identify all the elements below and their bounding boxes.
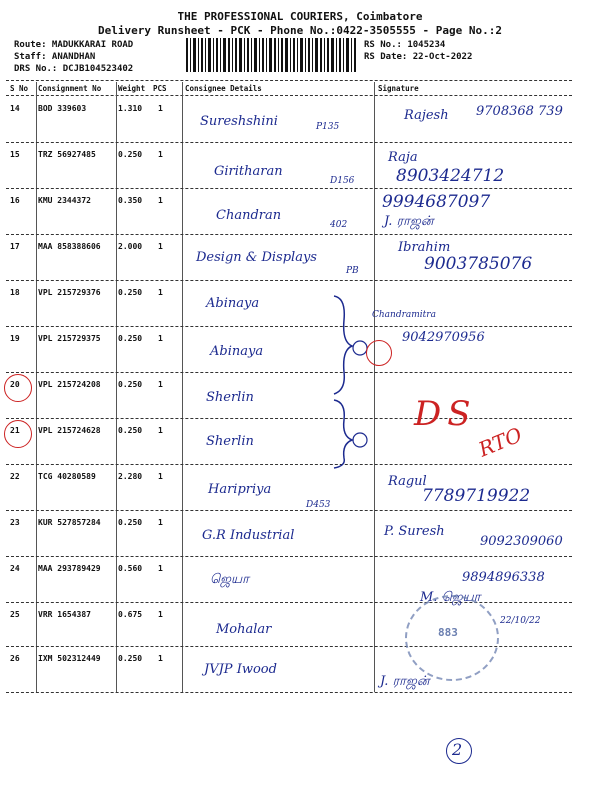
signature-phone: 8903424712 [396,166,505,186]
row-sno: 26 [10,654,20,663]
staff-label: Staff: ANANDHAN [14,52,96,62]
row-sno: 17 [10,242,20,251]
row-consignment-no: MAA 293789429 [38,564,101,573]
runsheet-subtitle: Delivery Runsheet - PCK - Phone No.:0422-3505555 - Page No.:2 [98,24,502,37]
row-sno: 25 [10,610,20,619]
row-pcs: 1 [158,242,163,251]
row-weight: 0.250 [118,380,143,389]
row-pcs: 1 [158,380,163,389]
signature-phone: 9003785076 [424,254,533,274]
col-divider [374,82,375,692]
row-sno: 21 [10,426,20,435]
col-header-signature: Signature [378,84,419,93]
grouping-brace-marks [330,290,370,470]
row-rule [6,464,572,465]
consignee-name: Mohalar [216,622,272,637]
row-rule [6,142,572,143]
row-weight: 0.250 [118,334,143,343]
col-divider [182,82,183,692]
consignee-name: JVJP Iwood [204,662,277,677]
drs-number: DRS No.: DCJB104523402 [14,64,134,74]
table-header-rule [6,95,572,96]
table-top-rule [6,80,572,81]
row-sno: 22 [10,472,20,481]
consignee-name: Sureshshini [200,114,278,129]
consignee-name: Giritharan [214,164,283,179]
row-consignment-no: BOD 339603 [38,104,87,113]
consignee-note: D453 [306,500,331,510]
row-consignment-no: VPL 215724628 [38,426,101,435]
signature-text: Ragul [388,474,427,489]
barcode-image [186,38,356,72]
consignee-name: Design & Displays [196,250,317,265]
runsheet-title: THE PROFESSIONAL COURIERS, Coimbatore [177,10,423,23]
row-pcs: 1 [158,196,163,205]
col-header-sno: S No [10,84,29,93]
row-sno: 24 [10,564,20,573]
rs-number: RS No.: 1045234 [364,40,446,50]
row-consignment-no: VPL 215724208 [38,380,101,389]
signature-text: Raja [388,150,418,165]
col-divider [116,82,117,692]
row-rule [6,602,572,603]
col-header-consignment: Consignment No [38,84,102,93]
row-consignment-no: VPL 215729375 [38,334,101,343]
row-consignment-no: KUR 527857284 [38,518,101,527]
row-weight: 0.250 [118,426,143,435]
row-rule [6,372,572,373]
red-circle-mark [4,420,32,448]
consignee-name: Abinaya [206,296,260,311]
row-weight: 0.675 [118,610,143,619]
signature-phone: 9092309060 [480,534,563,549]
consignee-name: G.R Industrial [202,528,295,543]
red-ds-annotation: DS [414,394,477,434]
signature-text: J. ராஜன் [380,674,430,689]
consignee-note: P135 [316,122,340,132]
row-pcs: 1 [158,518,163,527]
row-sno: 16 [10,196,20,205]
row-pcs: 1 [158,334,163,343]
red-circle-mark [366,340,392,366]
consignee-name: Haripriya [208,482,272,497]
signature-phone: 9994687097 [382,192,491,212]
row-sno: 20 [10,380,20,389]
consignee-name: Abinaya [210,344,264,359]
row-sno: 18 [10,288,20,297]
row-sno: 14 [10,104,20,113]
consignee-name: Sherlin [206,434,254,449]
row-consignment-no: IXM 502312449 [38,654,101,663]
row-weight: 0.250 [118,654,143,663]
row-weight: 0.250 [118,288,143,297]
row-rule [6,234,572,235]
signature-phone: 7789719922 [422,486,531,506]
signature-text: Chandramitra [372,310,436,320]
row-pcs: 1 [158,610,163,619]
row-weight: 0.350 [118,196,143,205]
consignee-note: D156 [330,176,355,186]
row-pcs: 1 [158,472,163,481]
row-pcs: 1 [158,426,163,435]
consignee-name: Sherlin [206,390,254,405]
row-pcs: 1 [158,564,163,573]
signature-text: M. ஜெயா [420,590,481,605]
col-header-weight: Weight [118,84,146,93]
red-circle-mark [4,374,32,402]
row-rule [6,280,572,281]
row-pcs: 1 [158,150,163,159]
row-consignment-no: MAA 858388606 [38,242,101,251]
row-weight: 2.280 [118,472,143,481]
signature-phone: 9042970956 [402,330,485,345]
signature-date: 22/10/22 [500,616,541,626]
row-weight: 0.560 [118,564,143,573]
row-pcs: 1 [158,104,163,113]
stamp-number: 883 [438,626,458,639]
red-rto-annotation: RTO [475,422,526,462]
row-sno: 15 [10,150,20,159]
row-consignment-no: TCG 40280589 [38,472,96,481]
row-consignment-no: KMU 2344372 [38,196,91,205]
consignee-note: 402 [330,220,348,230]
rs-date: RS Date: 22-Oct-2022 [364,52,473,62]
signature-text: J. ராஜன் [384,214,434,229]
row-weight: 2.000 [118,242,143,251]
row-rule [6,692,572,693]
signature-phone: 9708368 739 [476,104,563,119]
col-header-pcs: PCS [153,84,167,93]
row-consignment-no: VRR 1654387 [38,610,91,619]
row-rule [6,188,572,189]
col-divider [36,82,37,692]
signature-text: P. Suresh [384,524,445,539]
row-pcs: 1 [158,288,163,297]
row-rule [6,418,572,419]
row-weight: 1.310 [118,104,143,113]
signature-phone: 9894896338 [462,570,545,585]
consignee-note: PB [346,266,359,276]
row-sno: 23 [10,518,20,527]
row-weight: 0.250 [118,150,143,159]
row-consignment-no: TRZ 56927485 [38,150,96,159]
consignee-name: ஜெயா [210,572,249,587]
signature-text: Ibrahim [398,240,451,255]
row-rule [6,556,572,557]
signature-text: Rajesh [404,108,449,123]
bottom-page-mark: 2 [452,740,463,759]
row-rule [6,326,572,327]
consignee-name: Chandran [216,208,282,223]
row-pcs: 1 [158,654,163,663]
row-consignment-no: VPL 215729376 [38,288,101,297]
row-weight: 0.250 [118,518,143,527]
col-header-consignee: Consignee Details [185,84,262,93]
row-sno: 19 [10,334,20,343]
route-label: Route: MADUKKARAI ROAD [14,40,134,50]
row-rule [6,510,572,511]
